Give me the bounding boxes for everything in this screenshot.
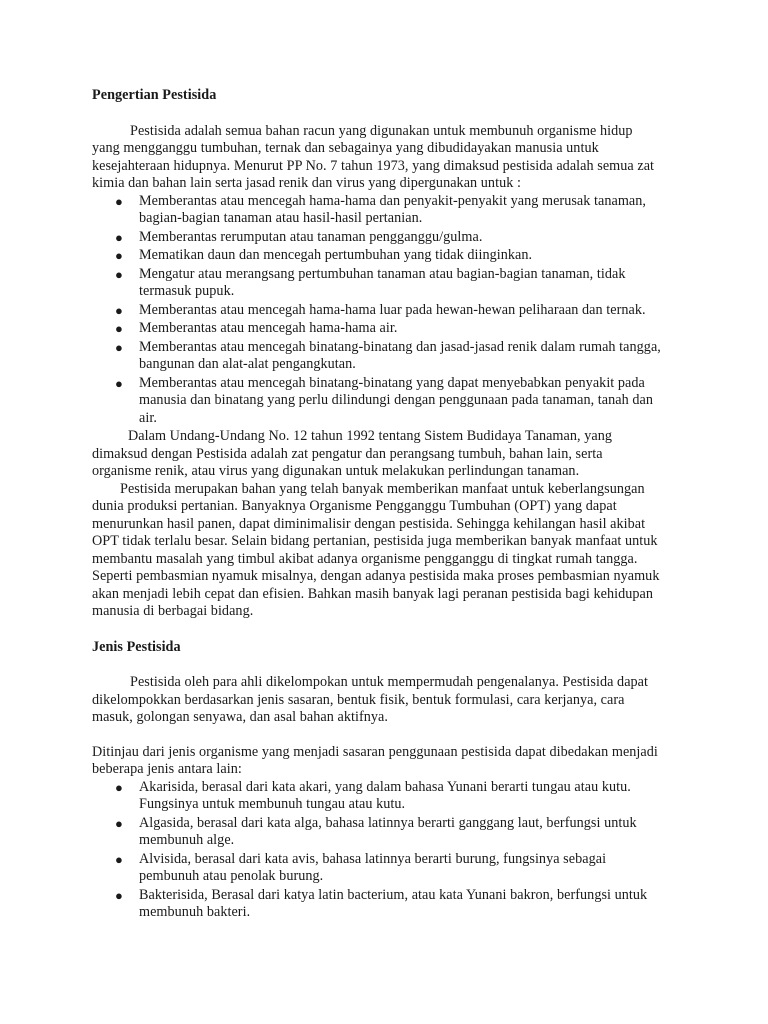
paragraph-definition: Pestisida adalah semua bahan racun yang digunakan untuk membunuh organisme hidup yang mengganggu tumbuhan, ternak dan sebagainya yang dibudidayakan manusia untuk kesejahteraan hidupnya. Menurut PP No. 7 tahun 1973, yang dimaksud pestisida adalah semua zat kimia dan bahan lain serta jasad renik dan virus yang dipergunakan untuk : (92, 122, 655, 191)
bullet-icon: ● (115, 248, 123, 263)
list-item: ● Memberantas atau mencegah binatang-binatang dan jasad-jasad renik dalam rumah tangga, bangunan dan alat-alat pengangkutan. (115, 338, 661, 372)
bullet-icon: ● (115, 302, 123, 318)
bullet-icon: ● (115, 321, 123, 336)
bullet-icon: ● (115, 851, 123, 867)
list-item: ● Mengatur atau merangsang pertumbuhan tanaman atau bagian-bagian tanaman, tidak termasuk pupuk. (115, 265, 626, 299)
paragraph-pengelompokan: Pestisida oleh para ahli dikelompokan untuk mempermudah pengenalanya. Pestisida dapat dikelompokkan berdasarkan jenis sasaran, bentuk fisik, bentuk formulasi, cara kerjanya, cara masuk, golongan senyawa, dan asal bahan aktifnya. (92, 674, 649, 725)
bullet-icon: ● (115, 887, 123, 903)
list-item: ● Algasida, berasal dari kata alga, bahasa latinnya berarti ganggang laut, berfungsi untuk membunuh alge. (115, 814, 637, 848)
list-item: ● Memberantas atau mencegah binatang-binatang yang dapat menyebabkan penyakit pada manusia dan binatang yang perlu dilindungi dengan penggunaan pada tanaman, tanah dan air. (115, 374, 653, 426)
bullet-icon: ● (115, 339, 123, 355)
paragraph-jenis-sasaran: Ditinjau dari jenis organisme yang menjadi sasaran penggunaan pestisida dapat dibedakan menjadi beberapa jenis antara lain: (92, 743, 658, 777)
list-item: ● Akarisida, berasal dari kata akari, yang dalam bahasa Yunani berarti tungau atau kutu. Fungsinya untuk membunuh tungau atau kutu. (115, 778, 631, 812)
list-item: ● Mematikan daun dan mencegah pertumbuhan yang tidak diinginkan. (115, 247, 533, 263)
list-pesticide-types (92, 779, 662, 922)
bullet-icon: ● (115, 375, 123, 391)
bullet-icon: ● (115, 815, 123, 831)
list-item: ● Alvisida, berasal dari kata avis, bahasa latinnya berarti burung, fungsinya sebagai pembunuh atau penolak burung. (115, 850, 607, 884)
heading-pengertian-pestisida: Pengertian Pestisida (92, 87, 217, 103)
list-item: ● Memberantas atau mencegah hama-hama luar pada hewan-hewan peliharaan dan ternak. (115, 301, 646, 318)
list-item: ● Memberantas atau mencegah hama-hama air. (115, 320, 398, 336)
heading-jenis-pestisida: Jenis Pestisida (92, 638, 181, 655)
document-body (92, 87, 662, 923)
list-item: ● Memberantas atau mencegah hama-hama dan penyakit-penyakit yang merusak tanaman, bagian-bagian tanaman atau hasil-hasil pertanian. (115, 192, 647, 226)
list-item: ● Bakterisida, Berasal dari katya latin bacterium, atau kata Yunani bakron, berfungsi untuk membunuh bakteri. (115, 886, 648, 920)
list-item: ● Memberantas rerumputan atau tanaman pengganggu/gulma. (115, 228, 483, 245)
bullet-icon: ● (115, 193, 123, 209)
bullet-icon: ● (115, 266, 123, 282)
bullet-icon: ● (115, 779, 123, 795)
paragraph-undang-undang: Dalam Undang-Undang No. 12 tahun 1992 tentang Sistem Budidaya Tanaman, yang dimaksud dengan Pestisida adalah zat pengatur dan perangsang tumbuh, bahan lain, serta organisme renik, atau virus yang digunakan untuk melakukan perlindungan tanaman. (92, 428, 612, 479)
paragraph-manfaat: Pestisida merupakan bahan yang telah banyak memberikan manfaat untuk keberlangsungan dunia produksi pertanian. Banyaknya Organisme Pengganggu Tumbuhan (OPT) yang dapat menurunkan hasil panen, dapat diminimalisir dengan pestisida. Sehingga kehilangan hasil akibat OPT tidak terlalu besar. Selain bidang pertanian, pestisida juga memberikan banyak manfaat untuk membantu masalah yang timbul akibat adanya organisme pengganggu di tingkat rumah tangga. Seperti pembasmian nyamuk misalnya, dengan adanya pestisida maka proses pembasmian nyamuk akan menjadi lebih cepat dan efisien. Bahkan masih banyak lagi peranan pestisida bagi kehidupan manusia di berbagai bidang. (92, 480, 660, 619)
list-pesticide-uses (92, 193, 662, 428)
bullet-icon: ● (115, 229, 123, 245)
